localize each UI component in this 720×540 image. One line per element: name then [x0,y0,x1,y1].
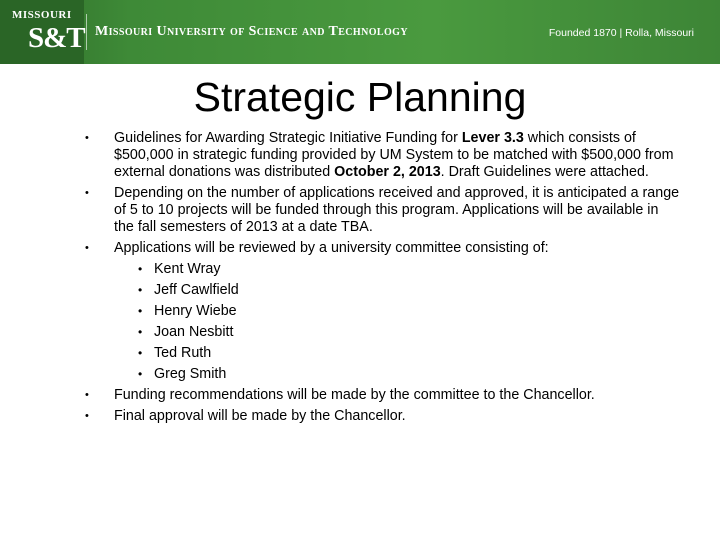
bullet-text: Final approval will be made by the Chancellor. [114,408,406,424]
bullet-text: Funding recommendations will be made by the committee to the Chancellor. [114,387,595,403]
committee-member-name: Greg Smith [154,366,227,382]
committee-member-name: Jeff Cawlfield [154,282,239,298]
bullet-text: Applications will be reviewed by a university committee consisting of: [114,240,549,256]
committee-member-name: Ted Ruth [154,345,212,361]
committee-member [114,303,680,320]
bullet-marker: • [85,187,89,199]
bullet-marker: • [85,410,89,422]
logo-state-text: MISSOURI [12,9,72,21]
banner-divider [86,14,87,50]
bullet-marker: • [85,389,89,401]
header-banner [0,0,720,64]
committee-member [114,261,680,278]
bullet-marker: • [85,132,89,144]
bullet-text: . Draft Guidelines were attached. [440,164,649,180]
university-name: Missouri University of Science and Technology [95,24,408,39]
bullet-marker: • [85,242,89,254]
university-logo [0,0,84,64]
sub-bullet-marker: • [138,346,143,360]
sub-bullet-marker: • [138,262,143,276]
bullet-item [80,408,680,425]
bullet-bold-text: October 2, 2013 [334,164,441,180]
committee-member-name: Henry Wiebe [154,303,237,319]
bullet-item [80,387,680,404]
logo-mark-text: S&T [28,22,85,54]
bullet-text: Depending on the number of applications received and approved, it is anticipated a range of 5 to 10 projects will be funded through this program. Applications will be available in the fall semesters of 2013 at a date TBA. [114,185,680,235]
sub-bullet-marker: • [138,283,143,297]
committee-member [114,366,680,383]
bullet-text: which consists of $500,000 in strategic funding provided by UM System to be matched with $500,000 from external donations was distributed [114,130,674,180]
bullet-item [80,185,680,236]
bullet-list [80,130,680,425]
committee-member [114,282,680,299]
founded-text: Founded 1870 | Rolla, Missouri [548,27,694,39]
bullet-bold-text: Lever 3.3 [461,130,524,146]
sub-bullet-marker: • [138,304,143,318]
slide-title: Strategic Planning [193,74,527,120]
committee-member-name: Kent Wray [154,261,221,277]
committee-member [114,324,680,341]
bullet-item [80,130,680,181]
committee-member-name: Joan Nesbitt [154,324,234,340]
committee-member [114,345,680,362]
sub-bullet-marker: • [138,367,143,381]
bullet-item [80,240,680,383]
bullet-text: Guidelines for Awarding Strategic Initiative Funding for [114,130,462,146]
sub-bullet-marker: • [138,325,143,339]
